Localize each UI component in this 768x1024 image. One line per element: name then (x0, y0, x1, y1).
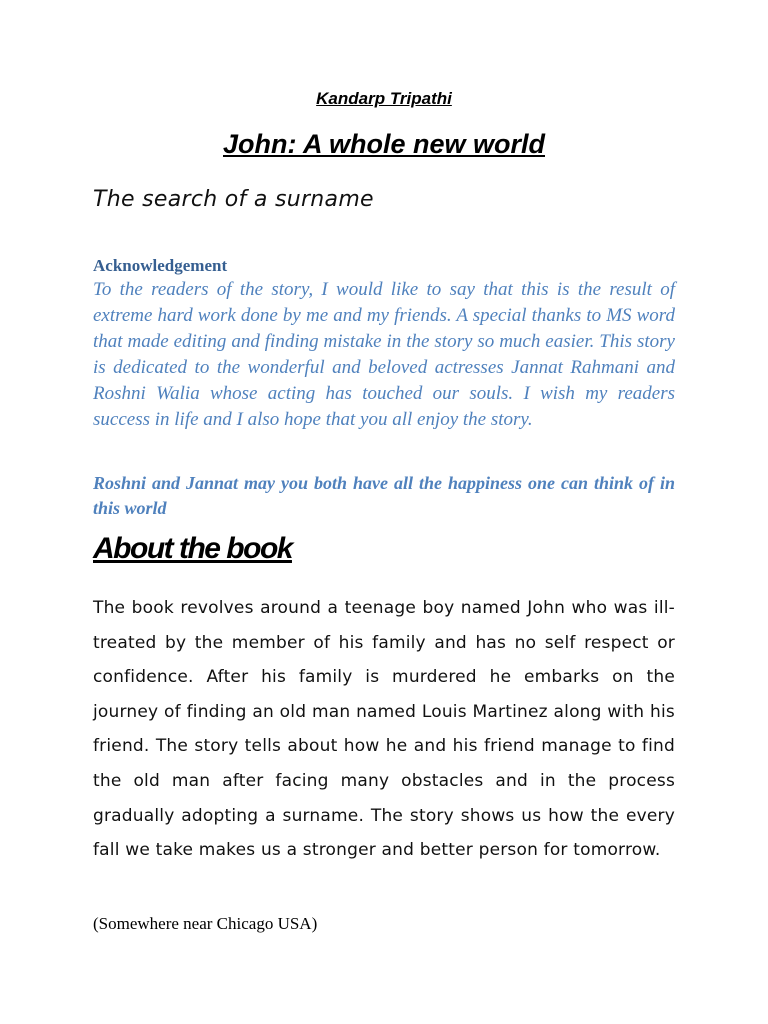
document-subtitle: The search of a surname (93, 187, 374, 212)
author-name: Kandarp Tripathi (316, 89, 452, 108)
about-body: The book revolves around a teenage boy named John who was ill-treated by the member of his family and has no self respect or confidence. After his family is murdered he embarks on the journey of finding an old man named Louis Martinez along with his friend. The story tells about how he and his friend manage to find the old man after facing many obstacles and in the process gradually adopting a surname. The story shows us how the every fall we take makes us a stronger and better person for tomorrow. (93, 598, 675, 861)
about-heading: About the book (93, 532, 292, 565)
location-note: (Somewhere near Chicago USA) (93, 914, 318, 933)
acknowledgement-heading: Acknowledgement (93, 256, 228, 275)
acknowledgement-body: To the readers of the story, I would like to say that this is the result of extreme hard work done by me and my friends. A special thanks to MS word that made editing and finding mistake in the story so much easier. This story is dedicated to the wonderful and beloved actresses Jannat Rahmani and Roshni Walia whose acting has touched our souls. I wish my readers success in life and I also hope that you all enjoy the story. (93, 279, 675, 430)
document-title: John: A whole new world (223, 129, 545, 159)
dedication-text: Roshni and Jannat may you both have all the happiness one can think of in this world (93, 473, 675, 518)
